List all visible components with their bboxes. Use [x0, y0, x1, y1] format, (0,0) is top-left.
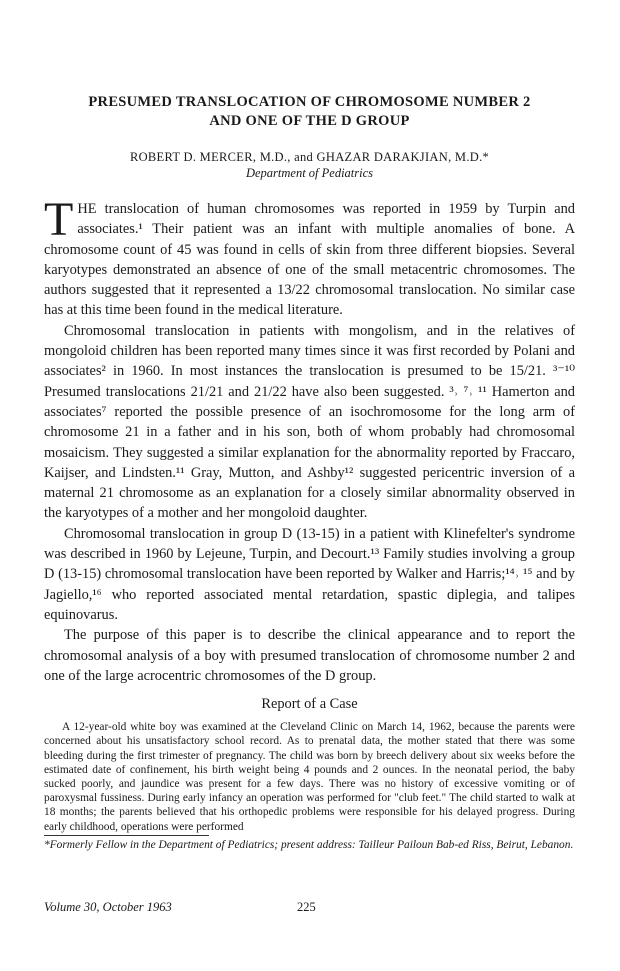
drop-cap: T — [44, 193, 74, 246]
title-line-2: AND ONE OF THE D GROUP — [209, 113, 410, 129]
department-line: Department of Pediatrics — [245, 166, 374, 180]
paragraph-1-text: HE translocation of human chromosomes was reported in 1959 by Turpin and associates.¹ Their patient was an infant with multiple anomalies of bone. A chromosome count of 45 was found in cells of skin from three different biopsies. Several karyotypes demonstrated an absence of one of the small metacentric chromosomes. The authors suggested that it represented a 13/22 chromosomal translocation. No similar case has at this time been found in the medical literature. — [44, 201, 575, 319]
paragraph-3: Chromosomal translocation in group D (13-15) in a patient with Klinefelter's syndrome was described in 1960 by Lejeune, Turpin, and Decourt.¹³ Family studies involving a group D (13-15) chromosomal translocation have been reported by Walker and Harris;¹⁴˒ ¹⁵ and by Jagiello,¹⁶ who reported associated mental retardation, spastic diplegia, and talipes equinovarus. — [44, 525, 575, 623]
paragraph-1 — [44, 193, 575, 321]
paragraph-2: Chromosomal translocation in patients with mongolism, and in the relatives of mongoloid children has been reported many times since it was first recorded by Polani and associates² in 1960. In most instances the translocation is presumed to be 15/21. ³⁻¹⁰ Presumed translocations 21/21 and 21/22 have also been suggested. ³˒ ⁷˒ ¹¹ Hamerton and associates⁷ reported the possible presence of an isochromosome for the long arm of chromosome 21 in a father and in his son, both of whom probably had chromosomal mosaicism. They suggested a similar explanation for the abnormality reported by Fraccaro, Kaijser, and Lindsten.¹¹ Gray, Mutton, and Ashby¹² suggested pericentric inversion of a maternal 21 chromosome as an explanation for a closely similar abnormality observed in the karyotypes of a mother and her mongoloid daughter. — [44, 322, 575, 522]
author-line: ROBERT D. MERCER, M.D., and GHAZAR DARAKJIAN, M.D.* — [129, 150, 490, 164]
article-page — [44, 0, 575, 852]
article-title — [44, 93, 575, 131]
section-heading: Report of a Case — [261, 696, 358, 713]
case-report — [44, 720, 575, 834]
article-body — [44, 193, 575, 686]
paragraph-4: The purpose of this paper is to describe the clinical appearance and to report the chromosomal analysis of a boy with presumed translocation of chromosome number 2 and one of the large acrocentric chromosomes of the D group. — [44, 627, 575, 684]
journal-issue: Volume 30, October 1963 — [44, 900, 172, 914]
case-report-paragraph: A 12-year-old white boy was examined at the Cleveland Clinic on March 14, 1962, because the parents were concerned about his unsatisfactory school record. As to prenatal data, the mother stated that there was some bleeding during the first trimester of pregnancy. The child was born by breech delivery about six weeks before the estimated date of confinement, his birth weight being 4 pounds and 2 ounces. In the neonatal period, the baby sucked poorly, and jaundice was present for a few days. There was no history of excessive vomiting or of paroxysmal fussiness. During early infancy an operation was performed for "club feet." The child started to walk at 18 months; the parents believed that his orthopedic problems were responsible for his delayed progress. During early childhood, operations were performed — [44, 721, 575, 833]
footnote-rule — [44, 835, 209, 836]
footnote: *Formerly Fellow in the Department of Pediatrics; present address: Tailleur Pailoun Bab-ed Riss, Beirut, Lebanon. — [44, 838, 574, 851]
page-number: 225 — [297, 900, 316, 914]
title-line-1: PRESUMED TRANSLOCATION OF CHROMOSOME NUMBER 2 — [88, 94, 531, 110]
